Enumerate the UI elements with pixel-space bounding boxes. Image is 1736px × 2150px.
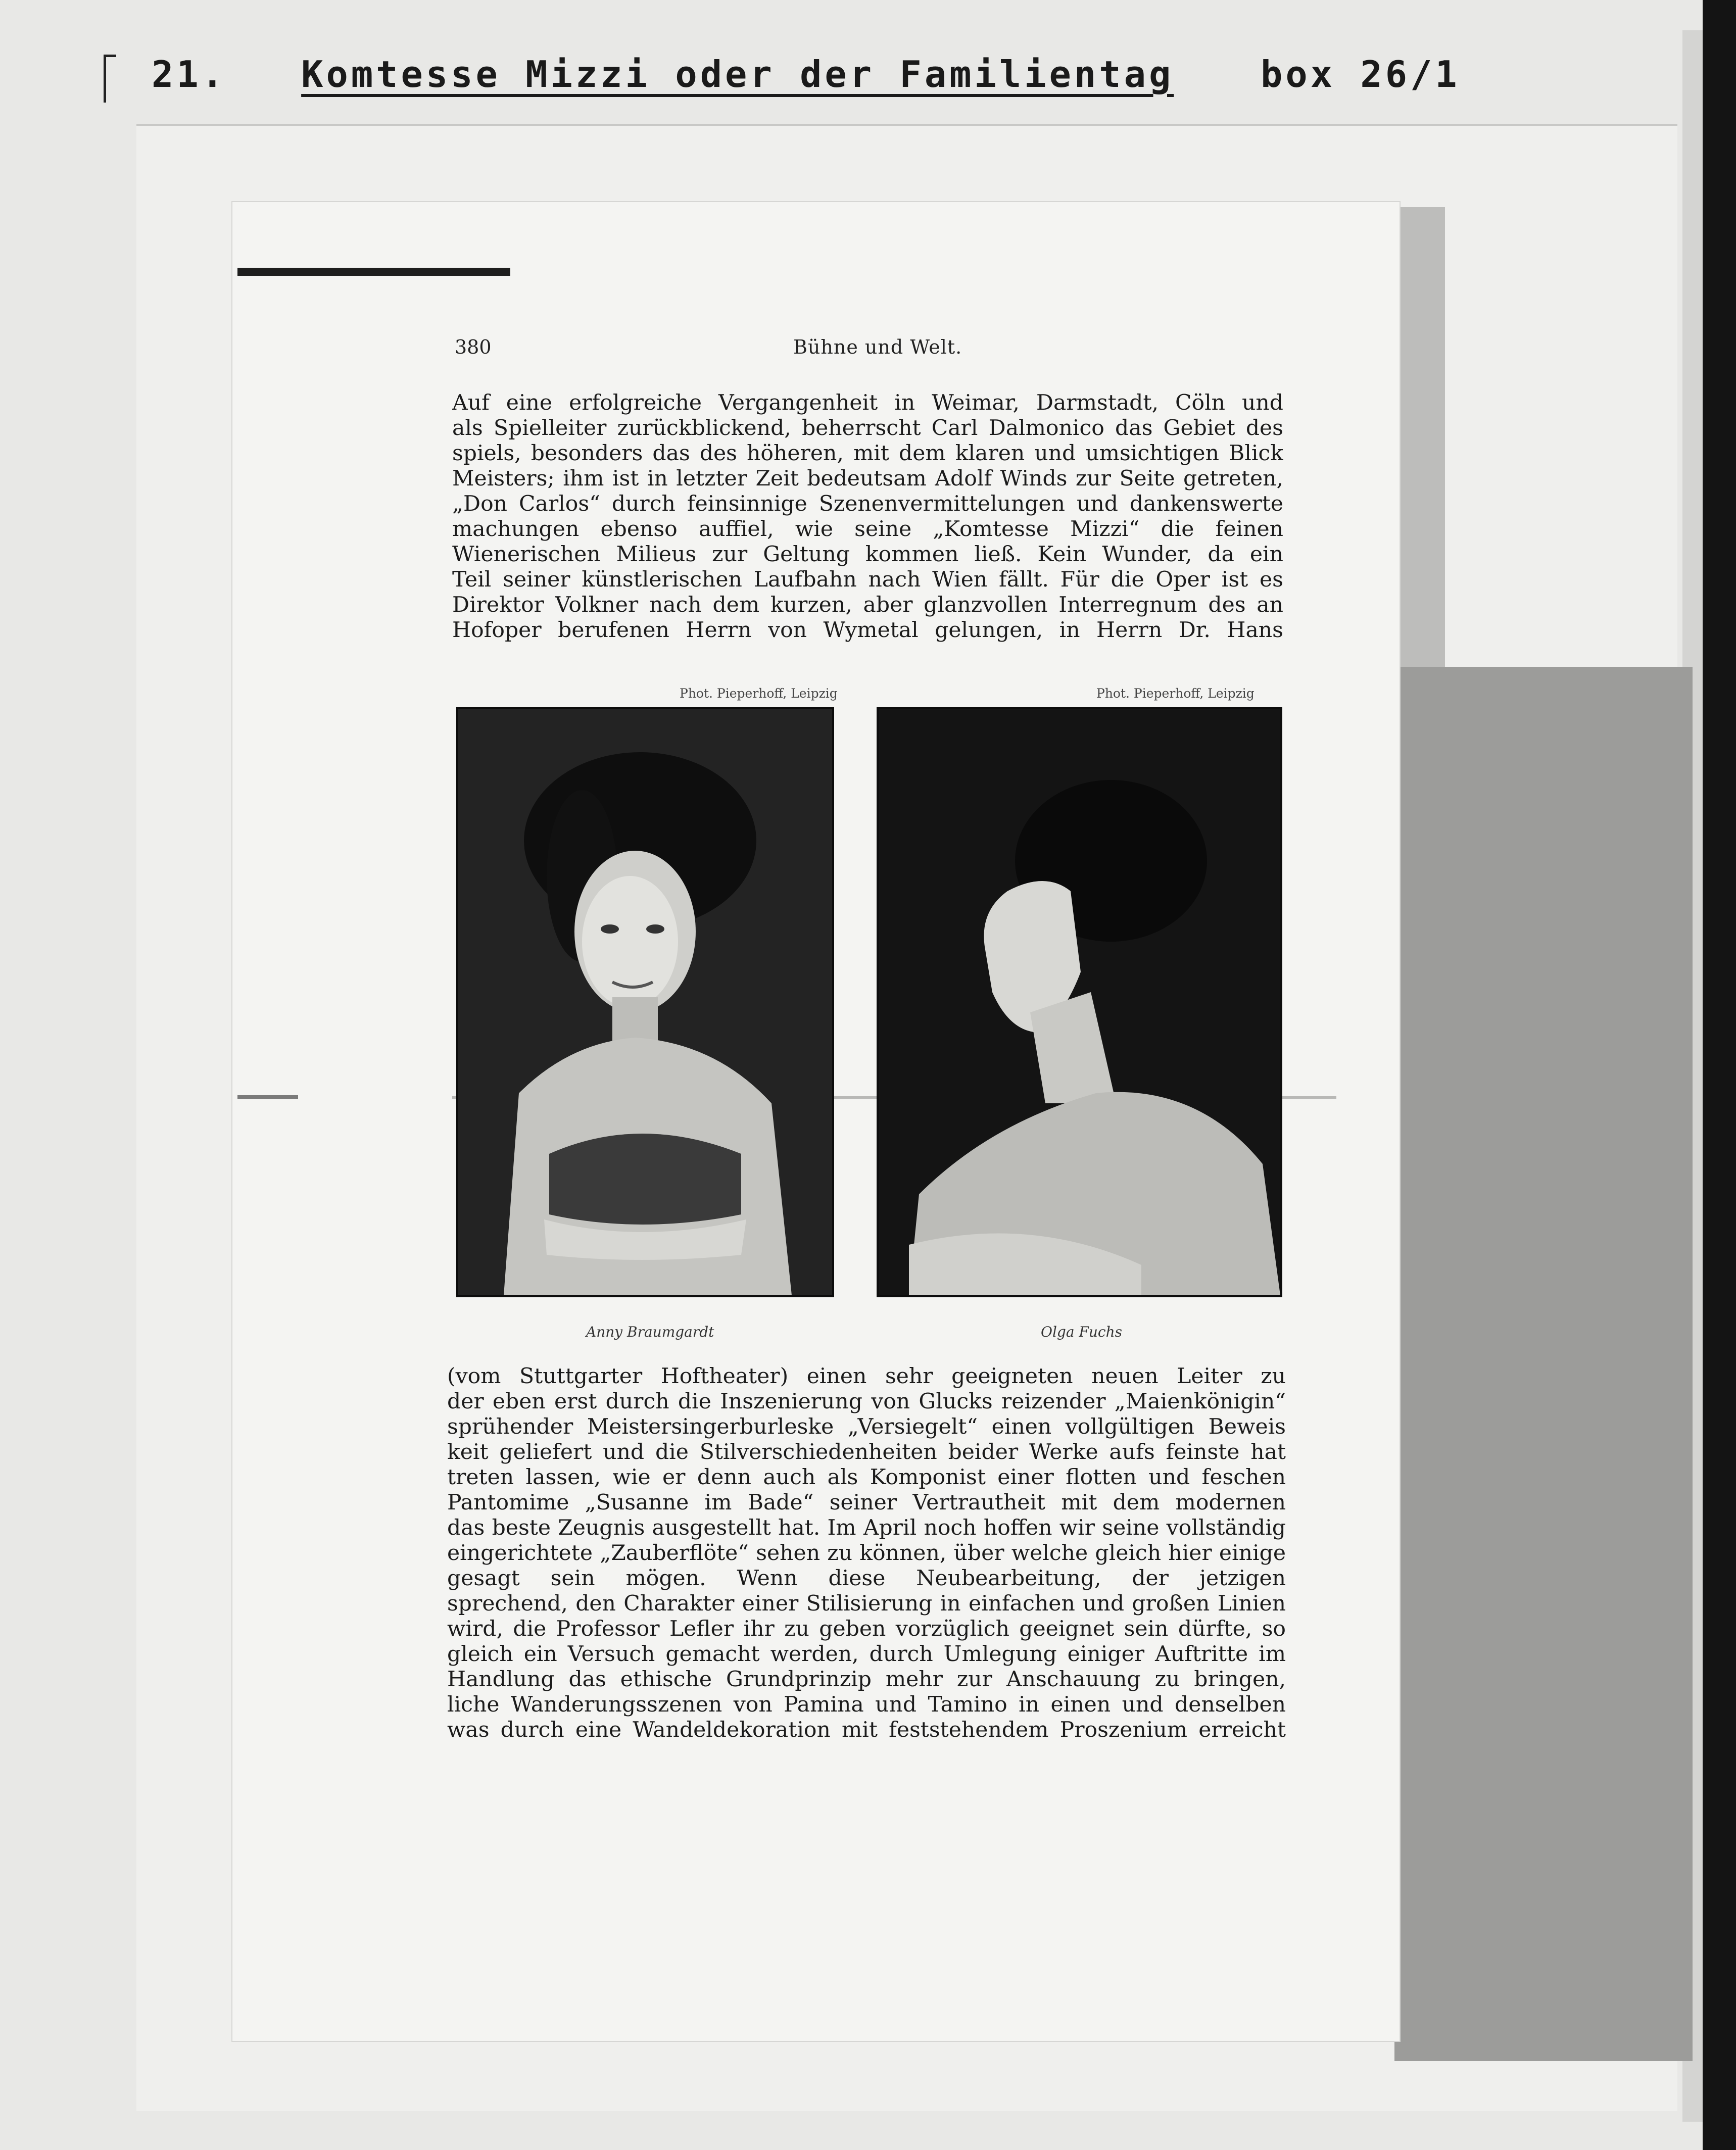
text-line: spiels, besonders das des höheren, mit dem klaren und umsichtigen Blick (452, 441, 1283, 466)
page-number: 380 (455, 336, 492, 358)
article-text-top (452, 390, 1283, 643)
text-line: was durch eine Wandeldekoration mit feststehendem Proszenium erreicht (447, 1718, 1286, 1742)
text-line: keit geliefert und die Stilverschiedenheiten beider Werke aufs feinste hat (447, 1440, 1286, 1464)
photo-credit-right: Phot. Pieperhoff, Leipzig (1096, 686, 1255, 701)
photo-credit-left: Phot. Pieperhoff, Leipzig (680, 686, 838, 701)
scan-edge (1703, 0, 1736, 2150)
journal-title: Bühne und Welt. (793, 336, 962, 358)
paper-tab (237, 268, 510, 276)
text-line: sprechend, den Charakter einer Stilisierung in einfachen und großen Linien (447, 1591, 1286, 1616)
text-line: (vom Stuttgarter Hoftheater) einen sehr geeigneten neuen Leiter zu (447, 1364, 1286, 1389)
fold-mark-left (237, 1095, 298, 1099)
text-line: Hofoper berufenen Herrn von Wymetal gelungen, in Herrn Dr. Hans (452, 618, 1283, 643)
folder-header (152, 53, 1174, 95)
portrait-photo-left (456, 707, 834, 1297)
text-line: Teil seiner künstlerischen Laufbahn nach Wien fällt. Für die Oper ist es (452, 567, 1283, 592)
portrait-woman-profile-image (879, 709, 1280, 1295)
text-line: machungen ebenso auffiel, wie seine „Komtesse Mizzi“ die feinen (452, 517, 1283, 542)
text-line: Meisters; ihm ist in letzter Zeit bedeutsam Adolf Winds zur Seite getreten, (452, 466, 1283, 491)
header-title: Komtesse Mizzi oder der Familientag (301, 53, 1174, 95)
text-line: als Spielleiter zurückblickend, beherrscht Carl Dalmonico das Gebiet des (452, 416, 1283, 441)
backing-sheet (1394, 667, 1693, 2061)
text-line: Pantomime „Susanne im Bade“ seiner Vertrautheit mit dem modernen (447, 1490, 1286, 1515)
text-line: der eben erst durch die Inszenierung von Glucks reizender „Maienkönigin“ (447, 1389, 1286, 1414)
text-line: das beste Zeugnis ausgestellt hat. Im April noch hoffen wir seine vollständig (447, 1516, 1286, 1540)
text-line: Wienerischen Milieus zur Geltung kommen ließ. Kein Wunder, da ein (452, 542, 1283, 567)
portrait-photo-right (877, 707, 1282, 1297)
text-line: treten lassen, wie er denn auch als Komponist einer flotten und feschen (447, 1465, 1286, 1490)
article-text-bottom (447, 1364, 1286, 1743)
text-line: sprühender Meistersingerburleske „Versiegelt“ einen vollgültigen Beweis (447, 1414, 1286, 1439)
corner-mark (104, 55, 116, 103)
text-line: „Don Carlos“ durch feinsinnige Szenenvermittelungen und dankenswerte (452, 492, 1283, 516)
header-number: 21. (152, 53, 227, 95)
photo-caption-left: Anny Braumgardt (586, 1324, 714, 1340)
text-line: liche Wanderungsszenen von Pamina und Tamino in einen und denselben (447, 1692, 1286, 1717)
running-head (455, 336, 1283, 366)
text-line: eingerichtete „Zauberflöte“ sehen zu können, über welche gleich hier einige (447, 1541, 1286, 1566)
header-box-label: box 26/1 (1261, 53, 1460, 95)
text-line: wird, die Professor Lefler ihr zu geben vorzüglich geeignet sein dürfte, so (447, 1617, 1286, 1641)
text-line: Direktor Volkner nach dem kurzen, aber glanzvollen Interregnum des an (452, 593, 1283, 617)
text-line: gesagt sein mögen. Wenn diese Neubearbeitung, der jetzigen (447, 1566, 1286, 1591)
text-line: gleich ein Versuch gemacht werden, durch Umlegung einiger Auftritte im (447, 1642, 1286, 1667)
text-line: Handlung das ethische Grundprinzip mehr zur Anschauung zu bringen, (447, 1667, 1286, 1692)
portrait-woman-facing-image (458, 709, 832, 1295)
text-line: Auf eine erfolgreiche Vergangenheit in Weimar, Darmstadt, Cöln und (452, 390, 1283, 415)
photo-caption-right: Olga Fuchs (1041, 1324, 1122, 1340)
